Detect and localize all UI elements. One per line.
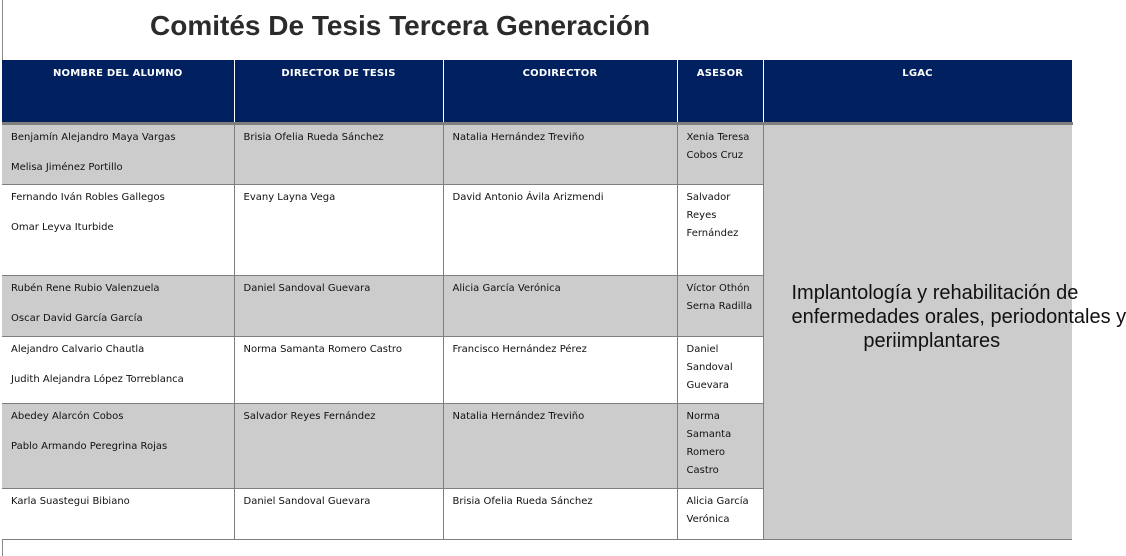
asesor-cell	[677, 184, 763, 275]
student-cell	[2, 488, 234, 539]
director-cell: Daniel Sandoval Guevara	[234, 488, 443, 539]
codirector-cell: David Antonio Ávila Arizmendi	[443, 184, 677, 275]
table-header-row	[2, 60, 1072, 123]
asesor-cell	[677, 336, 763, 403]
student-cell	[2, 336, 234, 403]
header-nombre-alumno: NOMBRE DEL ALUMNO	[2, 60, 234, 123]
student-cell	[2, 184, 234, 275]
asesor-name: Norma Samanta Romero Castro	[686, 410, 732, 476]
page-title: Comités De Tesis Tercera Generación	[150, 10, 651, 41]
asesor-name: Salvador Reyes Fernández	[686, 191, 739, 239]
student-name: Judith Alejandra López Torreblanca	[11, 373, 184, 385]
lgac-line: periimplantares	[863, 329, 1001, 352]
student-cell	[2, 123, 234, 184]
director-cell: Salvador Reyes Fernández	[234, 403, 443, 488]
student-name: Pablo Armando Peregrina Rojas	[11, 440, 168, 452]
student-name: Benjamín Alejandro Maya Vargas	[11, 131, 176, 143]
table-row	[2, 123, 1072, 184]
asesor-name: Daniel Sandoval Guevara	[686, 343, 733, 391]
student-name: Abedey Alarcón Cobos	[11, 410, 124, 422]
lgac-cell	[763, 123, 1126, 539]
codirector-cell: Francisco Hernández Pérez	[443, 336, 677, 403]
codirector-cell: Natalia Hernández Treviño	[443, 403, 677, 488]
asesor-name: Víctor Othón Serna Radilla	[686, 282, 753, 312]
director-cell: Evany Layna Vega	[234, 184, 443, 275]
student-name: Oscar David García García	[11, 312, 143, 324]
codirector-cell: Natalia Hernández Treviño	[443, 123, 677, 184]
codirector-cell: Brisia Ofelia Rueda Sánchez	[443, 488, 677, 539]
asesor-name: Xenia Teresa Cobos Cruz	[686, 131, 750, 161]
director-cell: Brisia Ofelia Rueda Sánchez	[234, 123, 443, 184]
director-cell: Norma Samanta Romero Castro	[234, 336, 443, 403]
header-asesor: ASESOR	[677, 60, 763, 123]
student-name: Fernando Iván Robles Gallegos	[11, 191, 165, 203]
student-name: Omar Leyva Iturbide	[11, 221, 114, 233]
lgac-line: enfermedades orales, periodontales y	[791, 305, 1126, 328]
thesis-committees-table	[2, 60, 1126, 540]
student-cell	[2, 275, 234, 336]
asesor-name: Alicia García Verónica	[686, 495, 749, 525]
lgac-line: Implantología y rehabilitación de	[791, 281, 1079, 304]
asesor-cell	[677, 123, 763, 184]
codirector-cell: Alicia García Verónica	[443, 275, 677, 336]
student-name: Melisa Jiménez Portillo	[11, 161, 123, 173]
student-name: Karla Suastegui Bibiano	[11, 495, 130, 507]
student-name: Rubén Rene Rubio Valenzuela	[11, 282, 160, 294]
asesor-cell	[677, 488, 763, 539]
header-codirector: CODIRECTOR	[443, 60, 677, 123]
header-director-tesis: DIRECTOR DE TESIS	[234, 60, 443, 123]
header-lgac: LGAC	[763, 60, 1072, 123]
director-cell: Daniel Sandoval Guevara	[234, 275, 443, 336]
student-name: Alejandro Calvario Chautla	[11, 343, 145, 355]
asesor-cell	[677, 403, 763, 488]
student-cell	[2, 403, 234, 488]
asesor-cell	[677, 275, 763, 336]
